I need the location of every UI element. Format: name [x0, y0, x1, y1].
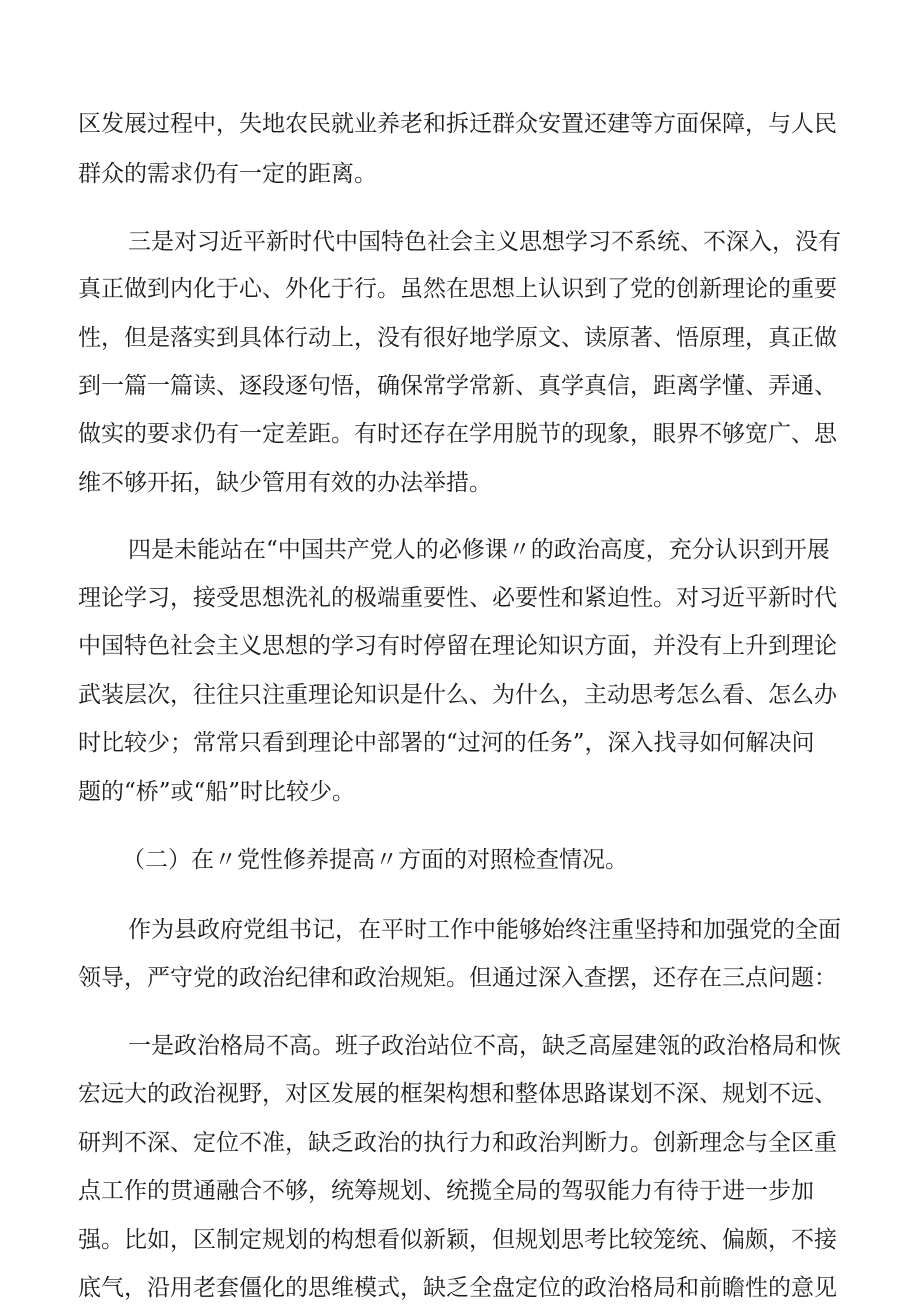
text-line: 区发展过程中，失地农民就业养老和拆迁群众安置还建等方面保障，与人民: [78, 111, 837, 137]
text-line: 研判不深、定位不准，缺乏政治的执行力和政治判断力。创新理念与全区重: [78, 1130, 837, 1156]
paragraph-start-line: 四是未能站在“中国共产党人的必修课〃的政治高度，充分认识到开展: [128, 537, 830, 563]
text-line: 强。比如，区制定规划的构想看似新颖，但规划思考比较笼统、偏颇，不接: [78, 1227, 837, 1253]
text-line: 时比较少；常常只看到理论中部署的“过河的任务”，深入找寻如何解决问: [78, 730, 815, 756]
text-line: 真正做到内化于心、外化于行。虽然在思想上认识到了党的创新理论的重要: [78, 276, 837, 302]
paragraph-start-line: 作为县政府党组书记，在平时工作中能够始终注重坚持和加强党的全面: [128, 917, 841, 943]
paragraph-start-line: 一是政治格局不高。班子政治站位不高，缺乏高屋建瓴的政治格局和恢: [128, 1033, 841, 1059]
text-line: 维不够开拓，缺少管用有效的办法举措。: [78, 470, 492, 496]
text-line: 底气，沿用老套僵化的思维模式，缺乏全盘定位的政治格局和前瞻性的意见: [78, 1275, 837, 1301]
text-line: 到一篇一篇读、逐段逐句悟，确保常学常新、真学真信，距离学懂、弄通、: [78, 373, 837, 399]
text-line: 题的“桥”或“船”时比较少。: [78, 779, 356, 805]
text-line: 武装层次，往往只注重理论知识是什么、为什么，主动思考怎么看、怎么办: [78, 682, 837, 708]
text-line: 领导，严守党的政治纪律和政治规矩。但通过深入查摆，还存在三点问题：: [78, 965, 837, 991]
text-line: 理论学习，接受思想洗礼的极端重要性、必要性和紧迫性。对习近平新时代: [78, 585, 837, 611]
text-line: 中国特色社会主义思想的学习有时停留在理论知识方面，并没有上升到理论: [78, 633, 837, 659]
text-line: 性，但是落实到具体行动上，没有很好地学原文、读原著、悟原理，真正做: [78, 325, 837, 351]
text-line: 群众的需求仍有一定的距离。: [78, 161, 377, 187]
text-line: 点工作的贯通融合不够，统筹规划、统揽全局的驾驭能力有待于进一步加: [78, 1178, 814, 1204]
text-line: 宏远大的政治视野，对区发展的框架构想和整体思路谋划不深、规划不远、: [78, 1081, 837, 1107]
section-heading: （二）在〃党性修养提高〃方面的对照检查情况。: [122, 847, 628, 873]
paragraph-start-line: 三是对习近平新时代中国特色社会主义思想学习不系统、不深入，没有: [128, 229, 841, 255]
text-line: 做实的要求仍有一定差距。有时还存在学用脱节的现象，眼界不够宽广、思: [78, 421, 837, 447]
